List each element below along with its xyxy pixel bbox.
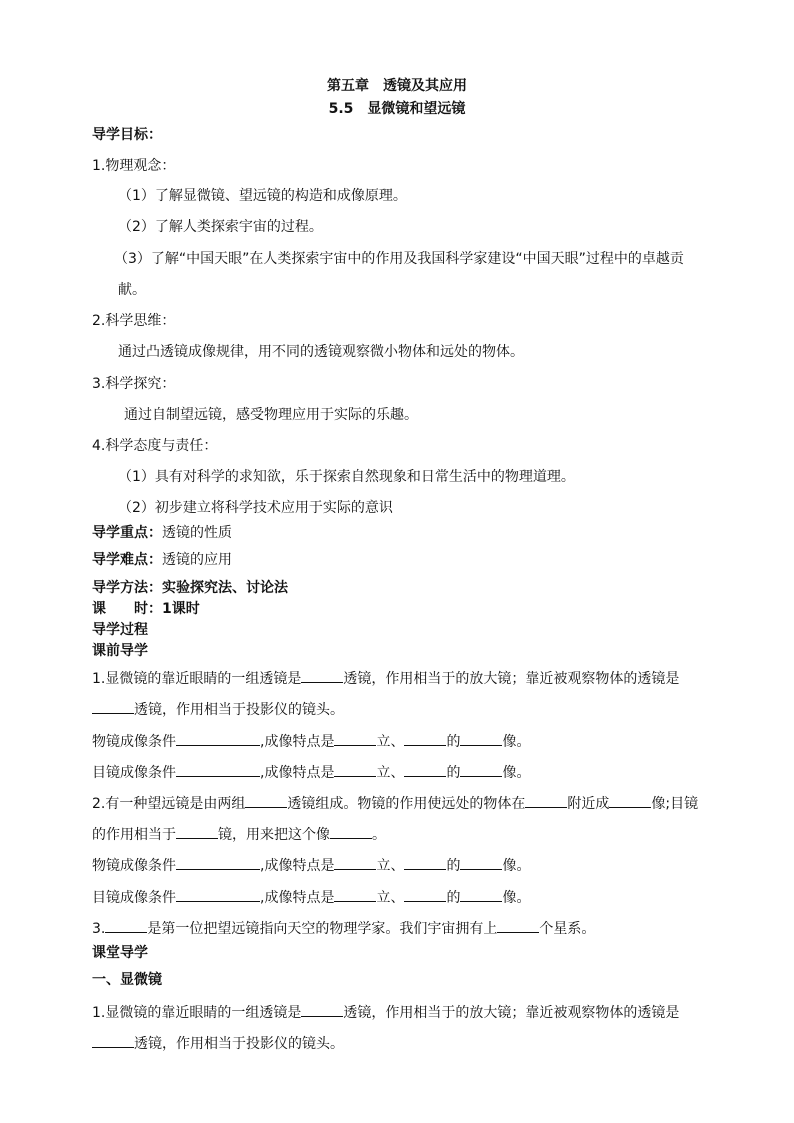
goal-1-title: 1.物理观念： — [92, 158, 176, 174]
goal-4-title: 4.科学态度与责任： — [92, 438, 218, 454]
text: 镜，用来把这个像 — [218, 827, 330, 843]
text: ,成像特点是 — [260, 765, 335, 781]
goals-heading: 导学目标： — [92, 127, 162, 143]
text: 像。 — [502, 858, 531, 874]
class-heading: 课堂导学 — [92, 945, 148, 961]
fill-blank[interactable] — [404, 856, 446, 870]
pre-q1-line-1 — [92, 669, 679, 687]
class-q1-line-1 — [92, 1003, 679, 1021]
period-label: 课 时： — [92, 601, 162, 617]
fill-blank[interactable] — [497, 919, 539, 933]
text: 透镜，作用相当于的放大镜；靠近被观察物体的透镜是 — [343, 1005, 680, 1021]
period — [92, 601, 200, 617]
text: 1.显微镜的靠近眼睛的一组透镜是 — [92, 1005, 302, 1021]
key-point — [92, 525, 232, 541]
goal-3-text: 通过自制望远镜，感受物理应用于实际的乐趣。 — [124, 407, 418, 423]
fill-blank[interactable] — [404, 888, 446, 902]
fill-blank[interactable] — [460, 763, 502, 777]
goal-1-item-3: （3）了解“中国天眼”在人类探索宇宙中的作用及我国科学家建设“中国天眼”过程中的卓越贡 — [114, 251, 684, 267]
fill-blank[interactable] — [245, 794, 287, 808]
text: 。 — [372, 827, 386, 843]
pre-q3 — [92, 919, 595, 937]
fill-blank[interactable] — [92, 700, 134, 714]
text: 的作用相当于 — [92, 827, 176, 843]
fill-blank[interactable] — [176, 888, 260, 902]
text: 是第一位把望远镜指向天空的物理学家。我们宇宙拥有上 — [147, 921, 498, 937]
pre-eyepiece-row-2 — [92, 888, 530, 906]
text: 个星系。 — [539, 921, 596, 937]
goal-1-item-2: （2）了解人类探索宇宙的过程。 — [118, 219, 323, 235]
text: 物镜成像条件 — [92, 734, 176, 750]
period-text: 1课时 — [162, 601, 200, 617]
text: 透镜，作用相当于投影仪的镜头。 — [134, 702, 344, 718]
text: ,成像特点是 — [260, 890, 335, 906]
fill-blank[interactable] — [92, 1034, 134, 1048]
chapter-title: 第五章 透镜及其应用 — [327, 78, 467, 94]
text: 的 — [446, 858, 461, 874]
key-point-text: 透镜的性质 — [162, 525, 232, 541]
key-point-label: 导学重点： — [92, 525, 162, 541]
text: 附近成 — [567, 796, 610, 812]
fill-blank[interactable] — [176, 732, 260, 746]
goal-1-item-3-cont: 献。 — [118, 282, 146, 298]
goal-3-title: 3.科学探究： — [92, 376, 176, 392]
goal-4-item-2: （2）初步建立将科学技术应用于实际的意识 — [118, 500, 393, 516]
goal-2-text: 通过凸透镜成像规律，用不同的透镜观察微小物体和远处的物体。 — [118, 344, 524, 360]
difficulty-text: 透镜的应用 — [162, 552, 232, 568]
text: ,成像特点是 — [260, 858, 335, 874]
text: ,成像特点是 — [260, 734, 335, 750]
pre-q2-line-1 — [92, 794, 698, 812]
difficulty-label: 导学难点： — [92, 552, 162, 568]
fill-blank[interactable] — [404, 732, 446, 746]
pre-q1-line-2 — [92, 700, 344, 718]
pre-objective-row-1 — [92, 732, 530, 750]
fill-blank[interactable] — [334, 888, 376, 902]
text: 物镜成像条件 — [92, 858, 176, 874]
fill-blank[interactable] — [105, 919, 147, 933]
fill-blank[interactable] — [330, 825, 372, 839]
goal-4-item-1: （1）具有对科学的求知欲，乐于探索自然现象和日常生活中的物理道理。 — [118, 469, 575, 485]
difficulty — [92, 552, 232, 568]
text: 2.有一种望远镜是由两组 — [92, 796, 246, 812]
text: 透镜组成。物镜的作用使远处的物体在 — [287, 796, 526, 812]
fill-blank[interactable] — [301, 669, 343, 683]
text: 的 — [446, 734, 461, 750]
fill-blank[interactable] — [176, 763, 260, 777]
text: 目镜成像条件 — [92, 890, 176, 906]
method — [92, 580, 288, 596]
pre-q2-line-2 — [92, 825, 386, 843]
text: 立、 — [376, 890, 405, 906]
fill-blank[interactable] — [176, 856, 260, 870]
pre-eyepiece-row-1 — [92, 763, 530, 781]
text: 透镜，作用相当于的放大镜；靠近被观察物体的透镜是 — [343, 671, 680, 687]
fill-blank[interactable] — [525, 794, 567, 808]
pre-heading: 课前导学 — [92, 643, 148, 659]
text: 像。 — [502, 734, 531, 750]
text: 1.显微镜的靠近眼睛的一组透镜是 — [92, 671, 302, 687]
pre-objective-row-2 — [92, 856, 530, 874]
text: 像。 — [502, 765, 531, 781]
fill-blank[interactable] — [176, 825, 218, 839]
text: 像。 — [502, 890, 531, 906]
fill-blank[interactable] — [460, 732, 502, 746]
fill-blank[interactable] — [609, 794, 651, 808]
text: 像;目镜 — [651, 796, 699, 812]
process-heading: 导学过程 — [92, 622, 148, 638]
section-title: 5.5 显微镜和望远镜 — [328, 101, 466, 117]
text: 立、 — [376, 858, 405, 874]
goal-2-title: 2.科学思维： — [92, 313, 176, 329]
text: 立、 — [376, 734, 405, 750]
class-q1-line-2 — [92, 1034, 344, 1052]
fill-blank[interactable] — [334, 856, 376, 870]
fill-blank[interactable] — [460, 856, 502, 870]
method-label: 导学方法： — [92, 580, 162, 596]
text: 立、 — [376, 765, 405, 781]
microscope-heading: 一、显微镜 — [92, 972, 162, 988]
fill-blank[interactable] — [404, 763, 446, 777]
goal-1-item-1: （1）了解显微镜、望远镜的构造和成像原理。 — [118, 188, 407, 204]
fill-blank[interactable] — [334, 763, 376, 777]
text: 的 — [446, 890, 461, 906]
method-text: 实验探究法、讨论法 — [162, 580, 288, 596]
fill-blank[interactable] — [460, 888, 502, 902]
text: 3. — [92, 921, 106, 937]
fill-blank[interactable] — [334, 732, 376, 746]
text: 的 — [446, 765, 461, 781]
text: 透镜，作用相当于投影仪的镜头。 — [134, 1036, 344, 1052]
text: 目镜成像条件 — [92, 765, 176, 781]
fill-blank[interactable] — [301, 1003, 343, 1017]
